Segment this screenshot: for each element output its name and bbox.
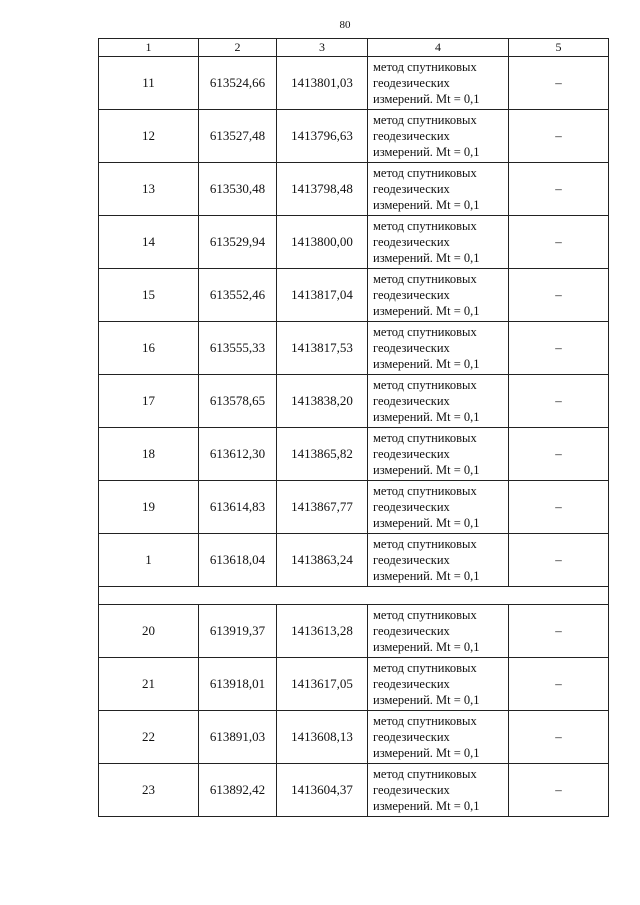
method-line: измерений. Mt = 0,1 <box>373 799 480 813</box>
y-coordinate-cell: 1413796,63 <box>277 110 368 163</box>
method-cell <box>368 711 509 764</box>
method-line: метод спутниковых <box>373 767 477 781</box>
note-cell: – <box>509 534 609 587</box>
method-cell <box>368 322 509 375</box>
method-line: метод спутниковых <box>373 608 477 622</box>
method-cell <box>368 57 509 110</box>
header-cell: 1 <box>99 39 199 57</box>
point-number-cell: 23 <box>99 764 199 817</box>
note-cell: – <box>509 110 609 163</box>
method-line: геодезических <box>373 235 450 249</box>
separator-cell <box>99 587 609 605</box>
header-cell: 4 <box>368 39 509 57</box>
x-coordinate-cell: 613529,94 <box>199 216 277 269</box>
note-cell: – <box>509 428 609 481</box>
x-coordinate-cell: 613552,46 <box>199 269 277 322</box>
method-line: измерений. Mt = 0,1 <box>373 569 480 583</box>
method-line: геодезических <box>373 341 450 355</box>
method-line: метод спутниковых <box>373 60 477 74</box>
x-coordinate-cell: 613918,01 <box>199 658 277 711</box>
method-line: метод спутниковых <box>373 714 477 728</box>
point-number-cell: 16 <box>99 322 199 375</box>
method-line: метод спутниковых <box>373 272 477 286</box>
x-coordinate-cell: 613891,03 <box>199 711 277 764</box>
y-coordinate-cell: 1413801,03 <box>277 57 368 110</box>
method-cell <box>368 163 509 216</box>
separator-row <box>99 587 609 605</box>
y-coordinate-cell: 1413817,04 <box>277 269 368 322</box>
y-coordinate-cell: 1413817,53 <box>277 322 368 375</box>
method-line: измерений. Mt = 0,1 <box>373 640 480 654</box>
method-cell <box>368 269 509 322</box>
y-coordinate-cell: 1413613,28 <box>277 605 368 658</box>
table-row <box>99 711 609 764</box>
point-number-cell: 14 <box>99 216 199 269</box>
note-cell: – <box>509 57 609 110</box>
header-cell: 5 <box>509 39 609 57</box>
point-number-cell: 13 <box>99 163 199 216</box>
method-line: метод спутниковых <box>373 378 477 392</box>
method-line: геодезических <box>373 730 450 744</box>
table-row <box>99 534 609 587</box>
y-coordinate-cell: 1413838,20 <box>277 375 368 428</box>
x-coordinate-cell: 613919,37 <box>199 605 277 658</box>
y-coordinate-cell: 1413865,82 <box>277 428 368 481</box>
method-cell <box>368 605 509 658</box>
point-number-cell: 22 <box>99 711 199 764</box>
x-coordinate-cell: 613618,04 <box>199 534 277 587</box>
method-line: измерений. Mt = 0,1 <box>373 410 480 424</box>
point-number-cell: 12 <box>99 110 199 163</box>
method-line: измерений. Mt = 0,1 <box>373 357 480 371</box>
y-coordinate-cell: 1413798,48 <box>277 163 368 216</box>
method-line: геодезических <box>373 500 450 514</box>
table-row <box>99 605 609 658</box>
page-number: 80 <box>339 19 351 31</box>
x-coordinate-cell: 613892,42 <box>199 764 277 817</box>
x-coordinate-cell: 613612,30 <box>199 428 277 481</box>
coordinates-table-container <box>98 38 609 817</box>
table-row <box>99 216 609 269</box>
method-line: геодезических <box>373 677 450 691</box>
header-cell: 3 <box>277 39 368 57</box>
table-header-row <box>99 39 609 57</box>
table-row <box>99 322 609 375</box>
method-line: метод спутниковых <box>373 431 477 445</box>
table-row <box>99 375 609 428</box>
method-line: метод спутниковых <box>373 325 477 339</box>
method-line: геодезических <box>373 624 450 638</box>
method-line: измерений. Mt = 0,1 <box>373 92 480 106</box>
y-coordinate-cell: 1413867,77 <box>277 481 368 534</box>
x-coordinate-cell: 613614,83 <box>199 481 277 534</box>
method-cell <box>368 764 509 817</box>
point-number-cell: 21 <box>99 658 199 711</box>
x-coordinate-cell: 613524,66 <box>199 57 277 110</box>
note-cell: – <box>509 711 609 764</box>
note-cell: – <box>509 658 609 711</box>
method-line: измерений. Mt = 0,1 <box>373 251 480 265</box>
y-coordinate-cell: 1413604,37 <box>277 764 368 817</box>
y-coordinate-cell: 1413608,13 <box>277 711 368 764</box>
method-cell <box>368 375 509 428</box>
method-cell <box>368 110 509 163</box>
method-line: измерений. Mt = 0,1 <box>373 198 480 212</box>
table-row <box>99 110 609 163</box>
coordinates-table <box>98 38 609 817</box>
point-number-cell: 11 <box>99 57 199 110</box>
y-coordinate-cell: 1413800,00 <box>277 216 368 269</box>
x-coordinate-cell: 613527,48 <box>199 110 277 163</box>
note-cell: – <box>509 216 609 269</box>
method-line: геодезических <box>373 394 450 408</box>
x-coordinate-cell: 613578,65 <box>199 375 277 428</box>
method-cell <box>368 481 509 534</box>
method-line: метод спутниковых <box>373 166 477 180</box>
method-line: метод спутниковых <box>373 484 477 498</box>
method-line: метод спутниковых <box>373 537 477 551</box>
x-coordinate-cell: 613555,33 <box>199 322 277 375</box>
method-line: геодезических <box>373 783 450 797</box>
point-number-cell: 19 <box>99 481 199 534</box>
note-cell: – <box>509 163 609 216</box>
method-line: измерений. Mt = 0,1 <box>373 463 480 477</box>
method-line: метод спутниковых <box>373 219 477 233</box>
note-cell: – <box>509 322 609 375</box>
y-coordinate-cell: 1413863,24 <box>277 534 368 587</box>
method-cell <box>368 428 509 481</box>
method-line: измерений. Mt = 0,1 <box>373 304 480 318</box>
note-cell: – <box>509 269 609 322</box>
method-line: измерений. Mt = 0,1 <box>373 516 480 530</box>
y-coordinate-cell: 1413617,05 <box>277 658 368 711</box>
header-cell: 2 <box>199 39 277 57</box>
note-cell: – <box>509 481 609 534</box>
table-row <box>99 764 609 817</box>
note-cell: – <box>509 375 609 428</box>
method-line: геодезических <box>373 129 450 143</box>
method-line: геодезических <box>373 76 450 90</box>
method-cell <box>368 658 509 711</box>
point-number-cell: 17 <box>99 375 199 428</box>
point-number-cell: 18 <box>99 428 199 481</box>
method-line: геодезических <box>373 288 450 302</box>
method-cell <box>368 534 509 587</box>
note-cell: – <box>509 605 609 658</box>
table-row <box>99 658 609 711</box>
method-line: геодезических <box>373 447 450 461</box>
table-row <box>99 481 609 534</box>
method-line: измерений. Mt = 0,1 <box>373 693 480 707</box>
table-row <box>99 428 609 481</box>
method-line: метод спутниковых <box>373 113 477 127</box>
point-number-cell: 1 <box>99 534 199 587</box>
table-row <box>99 269 609 322</box>
method-line: метод спутниковых <box>373 661 477 675</box>
point-number-cell: 20 <box>99 605 199 658</box>
method-cell <box>368 216 509 269</box>
table-row <box>99 163 609 216</box>
method-line: измерений. Mt = 0,1 <box>373 746 480 760</box>
method-line: измерений. Mt = 0,1 <box>373 145 480 159</box>
method-line: геодезических <box>373 553 450 567</box>
note-cell: – <box>509 764 609 817</box>
table-row <box>99 57 609 110</box>
method-line: геодезических <box>373 182 450 196</box>
x-coordinate-cell: 613530,48 <box>199 163 277 216</box>
point-number-cell: 15 <box>99 269 199 322</box>
